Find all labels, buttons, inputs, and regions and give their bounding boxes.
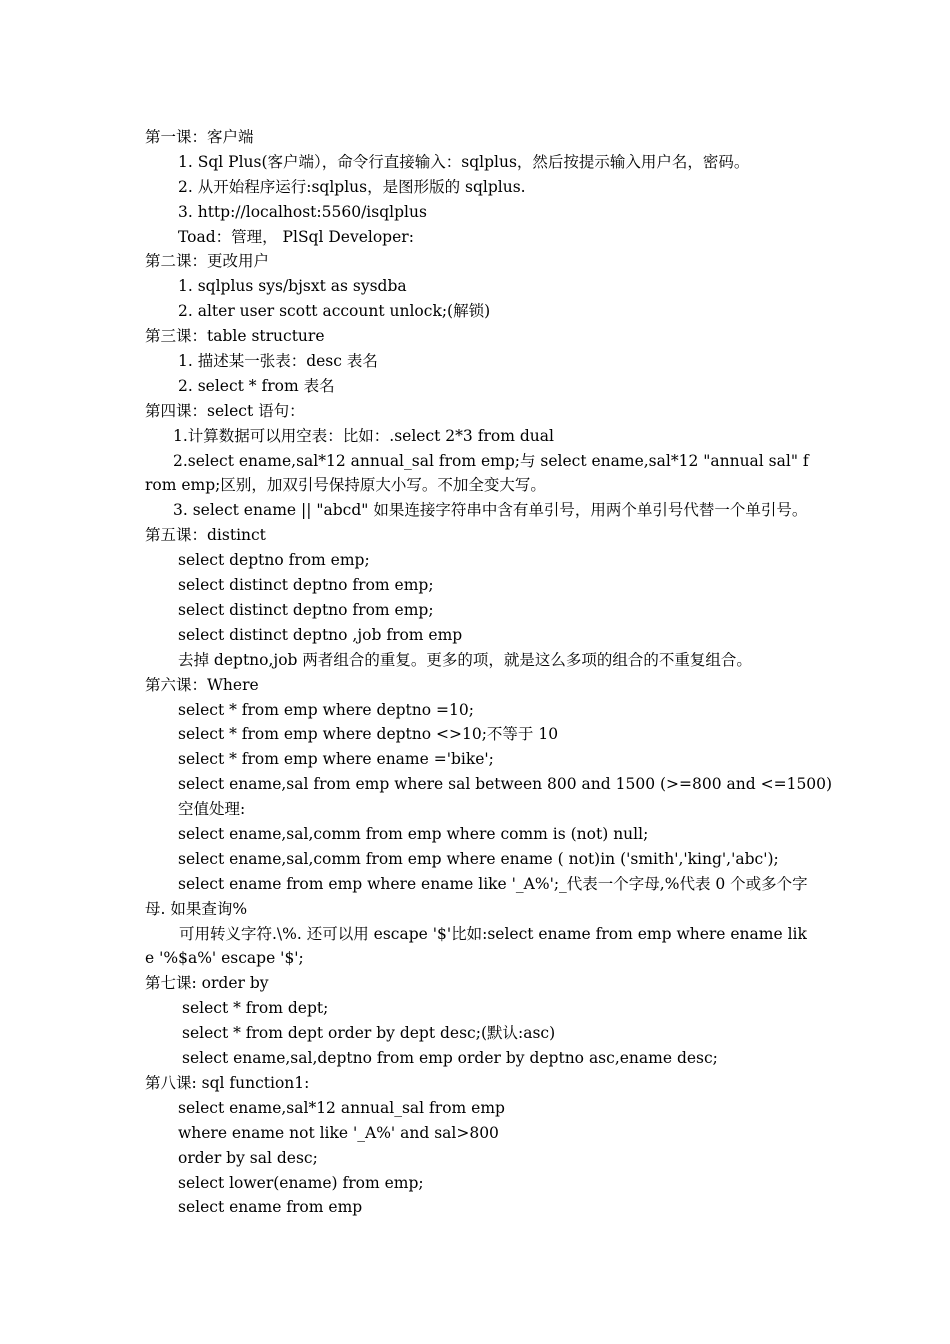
lesson-line: 1. Sql Plus(客户端），命令行直接输入：sqlplus，然后按提示输入用户名，密码。 — [178, 152, 750, 171]
lesson-line: select * from emp where deptno =10; — [178, 700, 474, 719]
lesson-line: 3. select ename || "abcd" 如果连接字符串中含有单引号，用两个单引号代替一个单引号。 — [173, 501, 808, 520]
lesson-paragraph: 可用转义字符.\%. 还可以用 escape '$'比如:select ename from emp where ename like '%$a%' escape '$'; — [145, 924, 807, 968]
lesson-line: 去掉 deptno,job 两者组合的重复。更多的项，就是这么多项的组合的不重复组合。 — [178, 650, 752, 669]
lesson-line: select * from dept; — [182, 999, 329, 1018]
lesson-line: select ename,sal,comm from emp where comm is (not) null; — [178, 824, 649, 843]
lesson-heading: 第三课：table structure — [145, 327, 325, 346]
lesson-line: select distinct deptno ,job from emp — [178, 625, 463, 644]
lesson-line: select deptno from emp; — [178, 551, 370, 570]
lesson-heading: 第八课: sql function1: — [145, 1073, 310, 1092]
lesson-line: select * from dept order by dept desc;(默认:asc) — [182, 1024, 556, 1043]
lesson-line: 3. http://localhost:5560/isqlplus — [178, 202, 427, 221]
lesson-heading: 第一课：客户端 — [145, 128, 254, 146]
lesson-line: select ename,sal*12 annual_sal from emp — [178, 1098, 505, 1117]
lesson-line: 空值处理: — [178, 800, 246, 819]
lesson-heading: 第七课: order by — [145, 974, 269, 993]
document-body — [145, 125, 833, 1220]
lesson-line: select distinct deptno from emp; — [178, 600, 434, 619]
lesson-line: select ename from emp — [178, 1198, 363, 1217]
lesson-paragraph: select ename from emp where ename like '_A%';_代表一个字母,%代表 0 个或多个字母. 如果查询% — [145, 874, 808, 918]
lesson-line: 2. 从开始程序运行:sqlplus，是图形版的 sqlplus. — [178, 177, 526, 196]
lesson-heading: 第五课：distinct — [145, 526, 266, 545]
lesson-line: order by sal desc; — [178, 1148, 318, 1167]
lesson-line: select ename,sal from emp where sal between 800 and 1500 (>=800 and <=1500) — [178, 775, 833, 794]
lesson-line: 1. sqlplus sys/bjsxt as sysdba — [178, 277, 407, 296]
lesson-line: select ename,sal,deptno from emp order by deptno asc,ename desc; — [182, 1049, 718, 1068]
lesson-line: select * from emp where ename ='bike'; — [178, 750, 494, 769]
lesson-line: select ename,sal,comm from emp where ename ( not)in ('smith','king','abc'); — [178, 849, 779, 868]
lesson-line: 1.计算数据可以用空表：比如：.select 2*3 from dual — [173, 426, 554, 445]
lesson-heading: 第二课：更改用户 — [145, 252, 270, 271]
lesson-line: select distinct deptno from emp; — [178, 576, 434, 595]
lesson-line: select lower(ename) from emp; — [178, 1173, 424, 1192]
lesson-heading: 第四课：select 语句： — [145, 401, 305, 420]
lesson-line: 1. 描述某一张表：desc 表名 — [178, 352, 378, 371]
lesson-line: 2. alter user scott account unlock;(解锁) — [178, 302, 491, 321]
lesson-line: 2. select * from 表名 — [178, 376, 335, 395]
lesson-line: where ename not like '_A%' and sal>800 — [178, 1123, 499, 1142]
lesson-heading: 第六课：Where — [145, 675, 259, 694]
lesson-paragraph: 2.select ename,sal*12 annual_sal from emp;与 select ename,sal*12 "annual sal" from emp;区别，加双引号保持原大小写。不加全变大写。 — [145, 451, 809, 495]
lesson-line: select * from emp where deptno <>10;不等于 10 — [178, 725, 559, 744]
lesson-line: Toad：管理， PlSql Developer: — [178, 227, 414, 246]
